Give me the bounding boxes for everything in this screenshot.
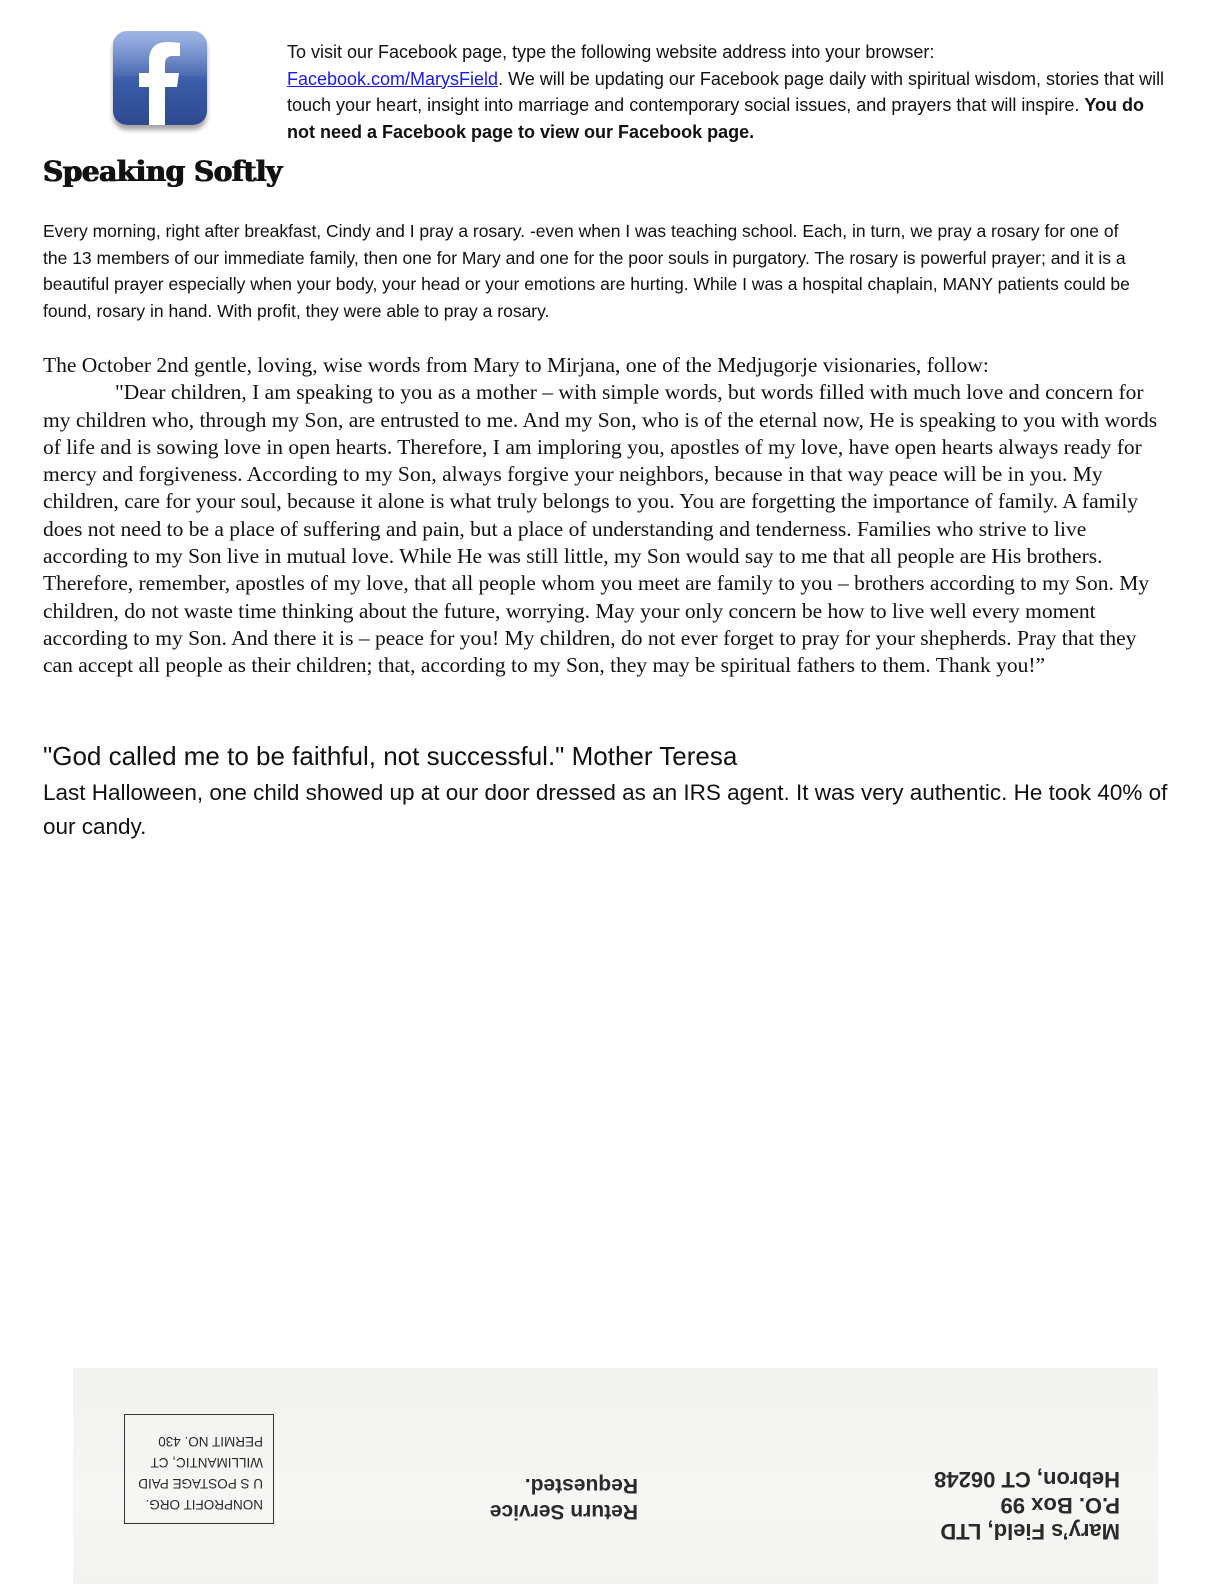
return-address [934, 1466, 1120, 1544]
permit-line: PERMIT NO. 430 [158, 1434, 263, 1449]
permit-line: WILLIMANTIC, CT [150, 1455, 263, 1470]
facebook-logo-icon [113, 31, 207, 125]
postage-permit-box [124, 1414, 274, 1524]
return-address-line: P.O. Box 99 [1000, 1493, 1120, 1518]
medjugorje-paragraph [43, 352, 1171, 680]
message-intro: The October 2nd gentle, loving, wise words from Mary to Mirjana, one of the Medjugorje visionaries, follow: [43, 353, 989, 377]
facebook-description: . We will be updating our Facebook page daily with spiritual wisdom, stories that will touch your heart, insight into marriage and contemporary social issues, and prayers that will inspire. [287, 68, 1165, 115]
message-text: "Dear children, I am speaking to you as a mother – with simple words, but words filled with much love and concern for my children who, through my Son, are entrusted to me. And my Son, who is of the eternal now, He is speaking to you with words of life and is sowing love in open hearts. Therefore, I am imploring you, apostles of my love, have open hearts always ready for mercy and forgiveness. According to my Son, always forgive your neighbors, because in that way peace will be in you. My children, care for your soul, because it alone is what truly belongs to you. You are forgetting the importance of family. A family does not need to be a place of suffering and pain, but a place of understanding and tenderness. Families who strive to live according to my Son live in mutual love. While He was still little, my Son would say to me that all people are His brothers. Therefore, remember, apostles of my love, that all people whom you meet are family to you – brothers according to my Son. My children, do not waste time thinking about the future, worrying. May your only concern be how to live well every moment according to my Son. And there it is – peace for you! My children, do not ever forget to pray for your shepherds. Pray that they can accept all people as their children; that, according to my Son, they may be spiritual fathers to them. Thank you!” [43, 380, 1158, 678]
permit-line: U S POSTAGE PAID [138, 1476, 263, 1491]
mother-teresa-quote: "God called me to be faithful, not successful." Mother Teresa [43, 741, 738, 771]
facebook-bold-note: You do not need a Facebook page to view our Facebook page. [287, 95, 1145, 142]
return-address-line: Mary’s Field, LTD [940, 1519, 1120, 1544]
facebook-notice [287, 39, 1177, 145]
mailing-panel [73, 1368, 1158, 1584]
article-title: Speaking Softly [43, 155, 282, 188]
rosary-paragraph: Every morning, right after breakfast, Cindy and I pray a rosary. -even when I was teaching school. Each, in turn, we pray a rosary for one of the 13 members of our immediate family, then one for Mary and one for the poor souls in purgatory. The rosary is powerful prayer; and it is a beautiful prayer especially when your body, your head or your emotions are hurting. While I was a hospital chaplain, MANY patients could be found, rosary in hand. With profit, they were able to pray a rosary. [43, 221, 1130, 321]
return-service-requested [490, 1472, 638, 1524]
return-service-line: Return Service [489, 1500, 638, 1523]
return-service-line: Requested. [524, 1474, 638, 1497]
facebook-f-icon [113, 31, 207, 125]
facebook-link[interactable]: Facebook.com/MarysField [287, 68, 499, 89]
facebook-intro-text: To visit our Facebook page, type the following website address into your browser: [287, 42, 935, 62]
halloween-joke: Last Halloween, one child showed up at our door dressed as an IRS agent. It was very authentic. He took 40% of our candy. [43, 780, 1168, 839]
return-address-line: Hebron, CT 06248 [934, 1467, 1120, 1492]
permit-line: NONPROFIT ORG. [145, 1497, 263, 1512]
